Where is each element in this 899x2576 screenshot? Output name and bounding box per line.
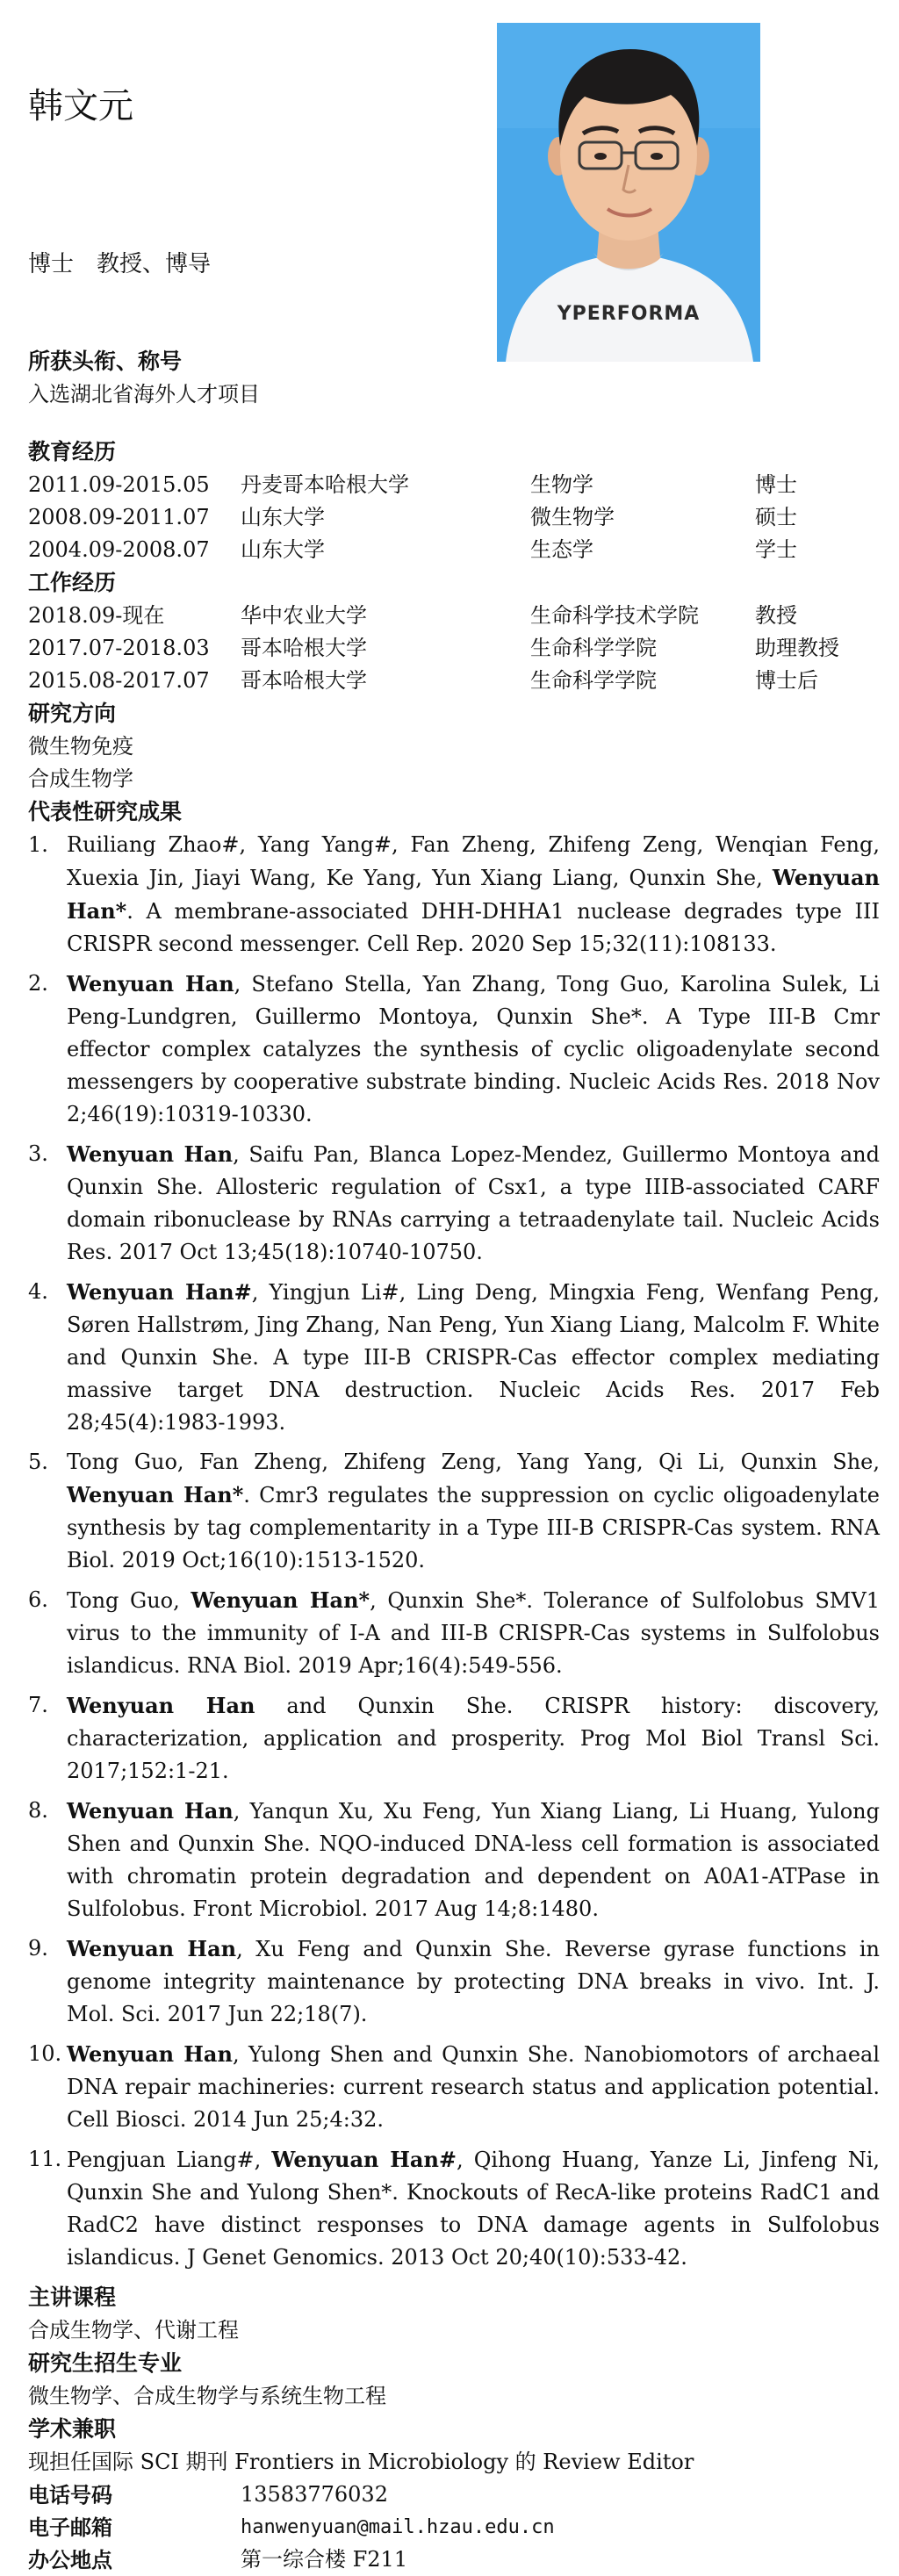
academic-text: 现担任国际 SCI 期刊 Frontiers in Microbiology 的 Review Editor: [28, 2450, 694, 2474]
honor-item: 入选湖北省海外人才项目: [28, 382, 260, 407]
publication-item: [28, 1446, 880, 1577]
publication-list: [28, 829, 880, 2274]
education-field: 生态学: [530, 537, 593, 562]
education-period: 2008.09-2011.07: [28, 505, 210, 529]
portrait-illustration: [497, 23, 760, 362]
publication-number: 10.: [28, 2041, 62, 2066]
courses-text: 合成生物学、代谢工程: [28, 2318, 239, 2342]
profile-content: [28, 345, 880, 2576]
publication-item: [28, 1584, 880, 1682]
publication-highlight-author: Wenyuan Han: [67, 1693, 255, 1718]
publication-number: 5.: [28, 1450, 48, 1474]
education-institution: 山东大学: [241, 537, 325, 562]
publication-authors-before: Pengjuan Liang#,: [67, 2148, 272, 2172]
publication-number: 11.: [28, 2147, 62, 2171]
publication-number: 1.: [28, 832, 48, 857]
education-degree: 博士: [755, 472, 797, 497]
publication-highlight-author: Wenyuan Han*: [67, 865, 880, 924]
publication-highlight-author: Wenyuan Han: [67, 1141, 234, 1167]
publication-highlight-author: Wenyuan Han: [67, 1936, 237, 1961]
publication-details: , Qihong Huang, Yanze Li, Jinfeng Ni, Qunxin She and Yulong Shen*. Knockouts of RecA-like proteins RadC1 and RadC2 have distinct responses to DNA damage agents in Sulfolobus islandicus. J Genet Genomics. 2013 Oct 20;40(10):533-42.: [67, 2148, 880, 2270]
publication-details: , Yingjun Li#, Ling Deng, Mingxia Feng, Wenfang Peng, Søren Hallstrøm, Jing Zhang, Nan Peng, Yun Xiang Liang, Malcolm F. White and Qunxin She. A type III-B CRISPR-Cas effector complex mediating massive target DNA destruction. Nucleic Acids Res. 2017 Feb 28;45(4):1983-1993.: [67, 1280, 880, 1435]
publication-highlight-author: Wenyuan Han: [67, 1798, 234, 1824]
education-field: 微生物学: [530, 505, 615, 529]
work-position: 教授: [755, 603, 797, 628]
education-field: 生物学: [530, 472, 593, 497]
publication-highlight-author: Wenyuan Han*: [191, 1587, 370, 1613]
person-title: 博士 教授、博导: [28, 251, 212, 277]
publication-highlight-author: Wenyuan Han: [67, 2041, 233, 2067]
publication-authors-before: Ruiliang Zhao#, Yang Yang#, Fan Zheng, Zhifeng Zeng, Wenqian Feng, Xuexia Jin, Jiayi Wang, Ke Yang, Yun Xiang Liang, Qunxin She,: [67, 832, 880, 890]
publication-item: [28, 2038, 880, 2136]
work-period: 2017.07-2018.03: [28, 636, 210, 660]
publication-details: . A membrane-associated DHH-DHHA1 nuclease degrades type III CRISPR second messenger. Cell Rep. 2020 Sep 15;32(11):108133.: [67, 899, 880, 956]
work-position: 助理教授: [755, 636, 839, 660]
work-dept: 生命科学学院: [530, 668, 657, 693]
spacer: [28, 411, 880, 435]
publication-details: , Saifu Pan, Blanca Lopez-Mendez, Guillermo Montoya and Qunxin She. Allosteric regulation of Csx1, a type IIIB-associated CARF domain ribonuclease by RNAs carrying a tetraadenylate tail. Nucleic Acids Res. 2017 Oct 13;45(18):10740-10750.: [67, 1142, 880, 1264]
publication-item: [28, 1276, 880, 1439]
education-institution: 山东大学: [241, 505, 325, 529]
office-value: 第一综合楼 F211: [241, 2547, 408, 2572]
work-row: [28, 600, 880, 632]
academic-heading: 学术兼职: [28, 2416, 117, 2442]
publication-details: , Stefano Stella, Yan Zhang, Tong Guo, Karolina Sulek, Li Peng-Lundgren, Guillermo Montoya, Qunxin She*. A Type III-B Cmr effector complex catalyzes the synthesis of cyclic oligoadenylate second messengers by cooperative substrate binding. Nucleic Acids Res. 2018 Nov 2;46(19):10319-10330.: [67, 972, 880, 1126]
work-institution: 华中农业大学: [241, 603, 367, 628]
publication-item: [28, 1795, 880, 1925]
work-period: 2015.08-2017.07: [28, 668, 210, 693]
work-row: [28, 632, 880, 665]
publication-details: , Qunxin She*. Tolerance of Sulfolobus SMV1 virus to the immunity of I-A and III-B CRISPR-Cas systems in Sulfolobus islandicus. RNA Biol. 2019 Apr;16(4):549-556.: [67, 1588, 880, 1678]
publication-details: and Qunxin She. CRISPR history: discovery, characterization, application and prosperity. Prog Mol Biol Transl Sci. 2017;152:1-21.: [67, 1694, 881, 1783]
phone-value: 13583776032: [241, 2482, 388, 2507]
shirt-print: YPERFORMA: [557, 303, 701, 325]
publication-item: [28, 2143, 880, 2274]
publication-highlight-author: Wenyuan Han#: [67, 1279, 252, 1305]
publication-authors-before: Tong Guo, Fan Zheng, Zhifeng Zeng, Yang Yang, Qi Li, Qunxin She,: [67, 1450, 880, 1474]
email-value[interactable]: hanwenyuan@mail.hzau.edu.cn: [241, 2516, 555, 2538]
publication-details: , Yulong Shen and Qunxin She. Nanobiomotors of archaeal DNA repair machineries: current research status and application potential. Cell Biosci. 2014 Jun 25;4:32.: [67, 2042, 881, 2132]
publication-highlight-author: Wenyuan Han*: [67, 1482, 244, 1507]
research-heading: 研究方向: [28, 701, 117, 726]
publication-details: . Cmr3 regulates the suppression on cyclic oligoadenylate synthesis by tag complementarity in a Type III-B CRISPR-Cas system. RNA Biol. 2019 Oct;16(10):1513-1520.: [67, 1483, 880, 1572]
email-label: 电子邮箱: [28, 2515, 112, 2540]
publication-number: 2.: [28, 971, 48, 996]
education-period: 2011.09-2015.05: [28, 472, 210, 497]
education-row: [28, 501, 880, 534]
courses-heading: 主讲课程: [28, 2285, 117, 2310]
publication-details: , Yanqun Xu, Xu Feng, Yun Xiang Liang, Li Huang, Yulong Shen and Qunxin She. NQO-induced DNA-less cell formation is associated with chromatin protein degradation and dependent on A0A1-ATPase in Sulfolobus. Front Microbiol. 2017 Aug 14;8:1480.: [67, 1799, 880, 1921]
publication-number: 6.: [28, 1587, 48, 1612]
research-item: 合成生物学: [28, 766, 133, 791]
work-position: 博士后: [755, 668, 818, 693]
contact-phone: [28, 2479, 880, 2511]
publication-highlight-author: Wenyuan Han: [67, 971, 234, 997]
work-period: 2018.09-现在: [28, 603, 165, 628]
work-dept: 生命科学学院: [530, 636, 657, 660]
education-period: 2004.09-2008.07: [28, 537, 210, 562]
work-institution: 哥本哈根大学: [241, 636, 367, 660]
publication-number: 9.: [28, 1936, 48, 1961]
education-institution: 丹麦哥本哈根大学: [241, 472, 409, 497]
publication-highlight-author: Wenyuan Han#: [271, 2147, 457, 2172]
profile-photo: [497, 23, 760, 362]
publications-heading: 代表性研究成果: [28, 799, 183, 824]
publication-item: [28, 1138, 880, 1269]
publication-item: [28, 1932, 880, 2031]
education-row: [28, 469, 880, 501]
work-dept: 生命科学技术学院: [530, 603, 699, 628]
work-row: [28, 665, 880, 697]
office-label: 办公地点: [28, 2547, 112, 2572]
education-row: [28, 534, 880, 566]
publication-number: 8.: [28, 1798, 48, 1823]
honors-heading: 所获头衔、称号: [28, 349, 183, 374]
contact-office: [28, 2544, 880, 2576]
phone-label: 电话号码: [28, 2482, 112, 2508]
publication-item: [28, 829, 880, 961]
person-name: 韩文元: [28, 86, 133, 126]
publication-item: [28, 1689, 880, 1788]
publication-number: 4.: [28, 1279, 48, 1304]
publication-item: [28, 968, 880, 1131]
work-heading: 工作经历: [28, 570, 117, 595]
education-heading: 教育经历: [28, 439, 117, 464]
education-degree: 硕士: [755, 505, 797, 529]
education-degree: 学士: [755, 537, 797, 562]
publication-authors-before: Tong Guo,: [67, 1588, 191, 1613]
research-item: 微生物免疫: [28, 734, 133, 759]
work-institution: 哥本哈根大学: [241, 668, 367, 693]
publication-number: 7.: [28, 1693, 48, 1717]
contact-email: [28, 2511, 880, 2544]
majors-heading: 研究生招生专业: [28, 2350, 183, 2376]
majors-text: 微生物学、合成生物学与系统生物工程: [28, 2384, 386, 2408]
publication-details: , Xu Feng and Qunxin She. Reverse gyrase functions in genome integrity maintenance by protecting DNA breaks in vivo. Int. J. Mol. Sci. 2017 Jun 22;18(7).: [67, 1937, 880, 2026]
publication-number: 3.: [28, 1141, 48, 1166]
